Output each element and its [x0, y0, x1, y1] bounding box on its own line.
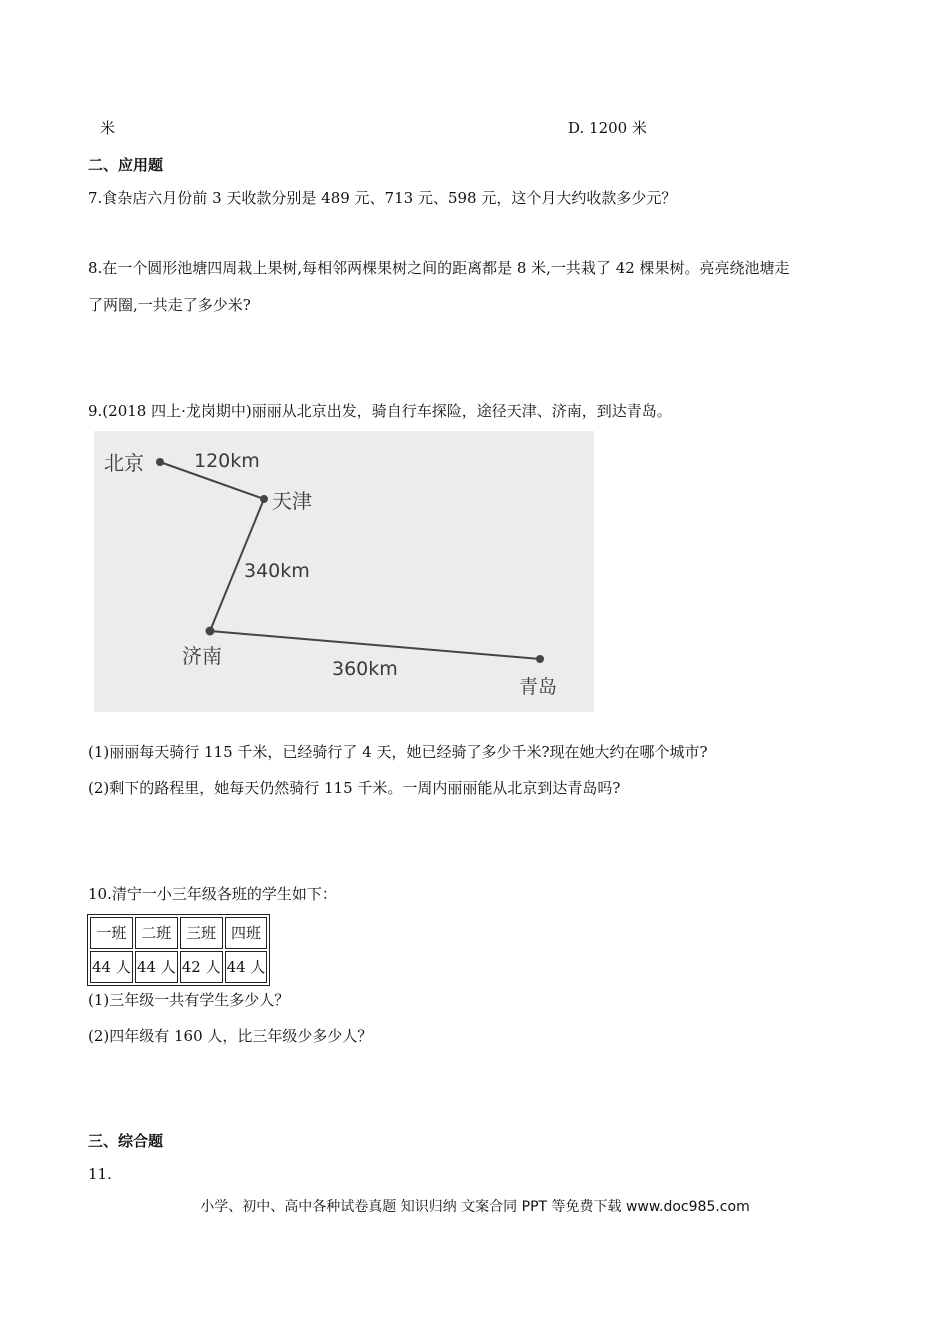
- option-d: D. 1200 米: [568, 119, 647, 137]
- section-title-comprehensive: 三、综合题: [88, 1132, 164, 1150]
- route-map: [94, 431, 594, 712]
- question-10-part2: (2)四年级有 160 人，比三年级少多少人？: [88, 1027, 373, 1045]
- question-10: 10.清宁一小三年级各班的学生如下：: [88, 885, 337, 903]
- page-footer: 小学、初中、高中各种试卷真题 知识归纳 文案合同 PPT 等免费下载 www.doc985.com: [200, 1199, 750, 1215]
- question-11: 11.: [88, 1165, 112, 1183]
- distance-label-bj-tj: 120km: [194, 450, 260, 472]
- route-line-jn-qd: [210, 631, 540, 659]
- city-dot-qingdao: [536, 655, 544, 663]
- city-dot-jinan: [206, 627, 215, 636]
- table-value-row: [90, 951, 267, 983]
- class-students-table: [87, 914, 270, 986]
- city-label-qingdao: 青岛: [519, 676, 558, 698]
- table-header-cell: 四班: [225, 917, 268, 949]
- option-c-tail: 米: [100, 119, 116, 137]
- city-dot-tianjin: [260, 495, 268, 503]
- table-value-cell: 44 人: [90, 951, 133, 983]
- distance-label-jn-qd: 360km: [332, 658, 398, 680]
- city-dot-beijing: [156, 458, 164, 466]
- section-title-applications: 二、应用题: [88, 156, 164, 174]
- question-10-part1: (1)三年级一共有学生多少人？: [88, 991, 290, 1009]
- table-header-row: [90, 917, 267, 949]
- table-value-cell: 44 人: [225, 951, 268, 983]
- city-label-beijing: 北京: [104, 451, 144, 475]
- question-8-line2: 了两圈,一共走了多少米?: [88, 296, 251, 314]
- question-8-line1: 8.在一个圆形池塘四周栽上果树,每相邻两棵果树之间的距离都是 8 米,一共栽了 42 棵果树。亮亮绕池塘走: [88, 259, 790, 277]
- city-label-jinan: 济南: [182, 644, 222, 668]
- table-value-cell: 44 人: [135, 951, 178, 983]
- question-9-part1: (1)丽丽每天骑行 115 千米，已经骑行了 4 天，她已经骑了多少千米?现在她大约在哪个城市?: [88, 743, 708, 761]
- question-9-part2: (2)剩下的路程里，她每天仍然骑行 115 千米。一周内丽丽能从北京到达青岛吗?: [88, 779, 621, 797]
- table-header-cell: 二班: [135, 917, 178, 949]
- distance-label-tj-jn: 340km: [244, 560, 310, 582]
- question-7: 7.食杂店六月份前 3 天收款分别是 489 元、713 元、598 元，这个月大约收款多少元？: [88, 189, 677, 207]
- question-9: 9.(2018 四上·龙岗期中)丽丽从北京出发，骑自行车探险，途径天津、济南，到达青岛。: [88, 402, 672, 420]
- route-map-svg: [94, 431, 594, 712]
- table-value-cell: 42 人: [180, 951, 223, 983]
- table-header-cell: 一班: [90, 917, 133, 949]
- city-label-tianjin: 天津: [272, 489, 312, 513]
- table-header-cell: 三班: [180, 917, 223, 949]
